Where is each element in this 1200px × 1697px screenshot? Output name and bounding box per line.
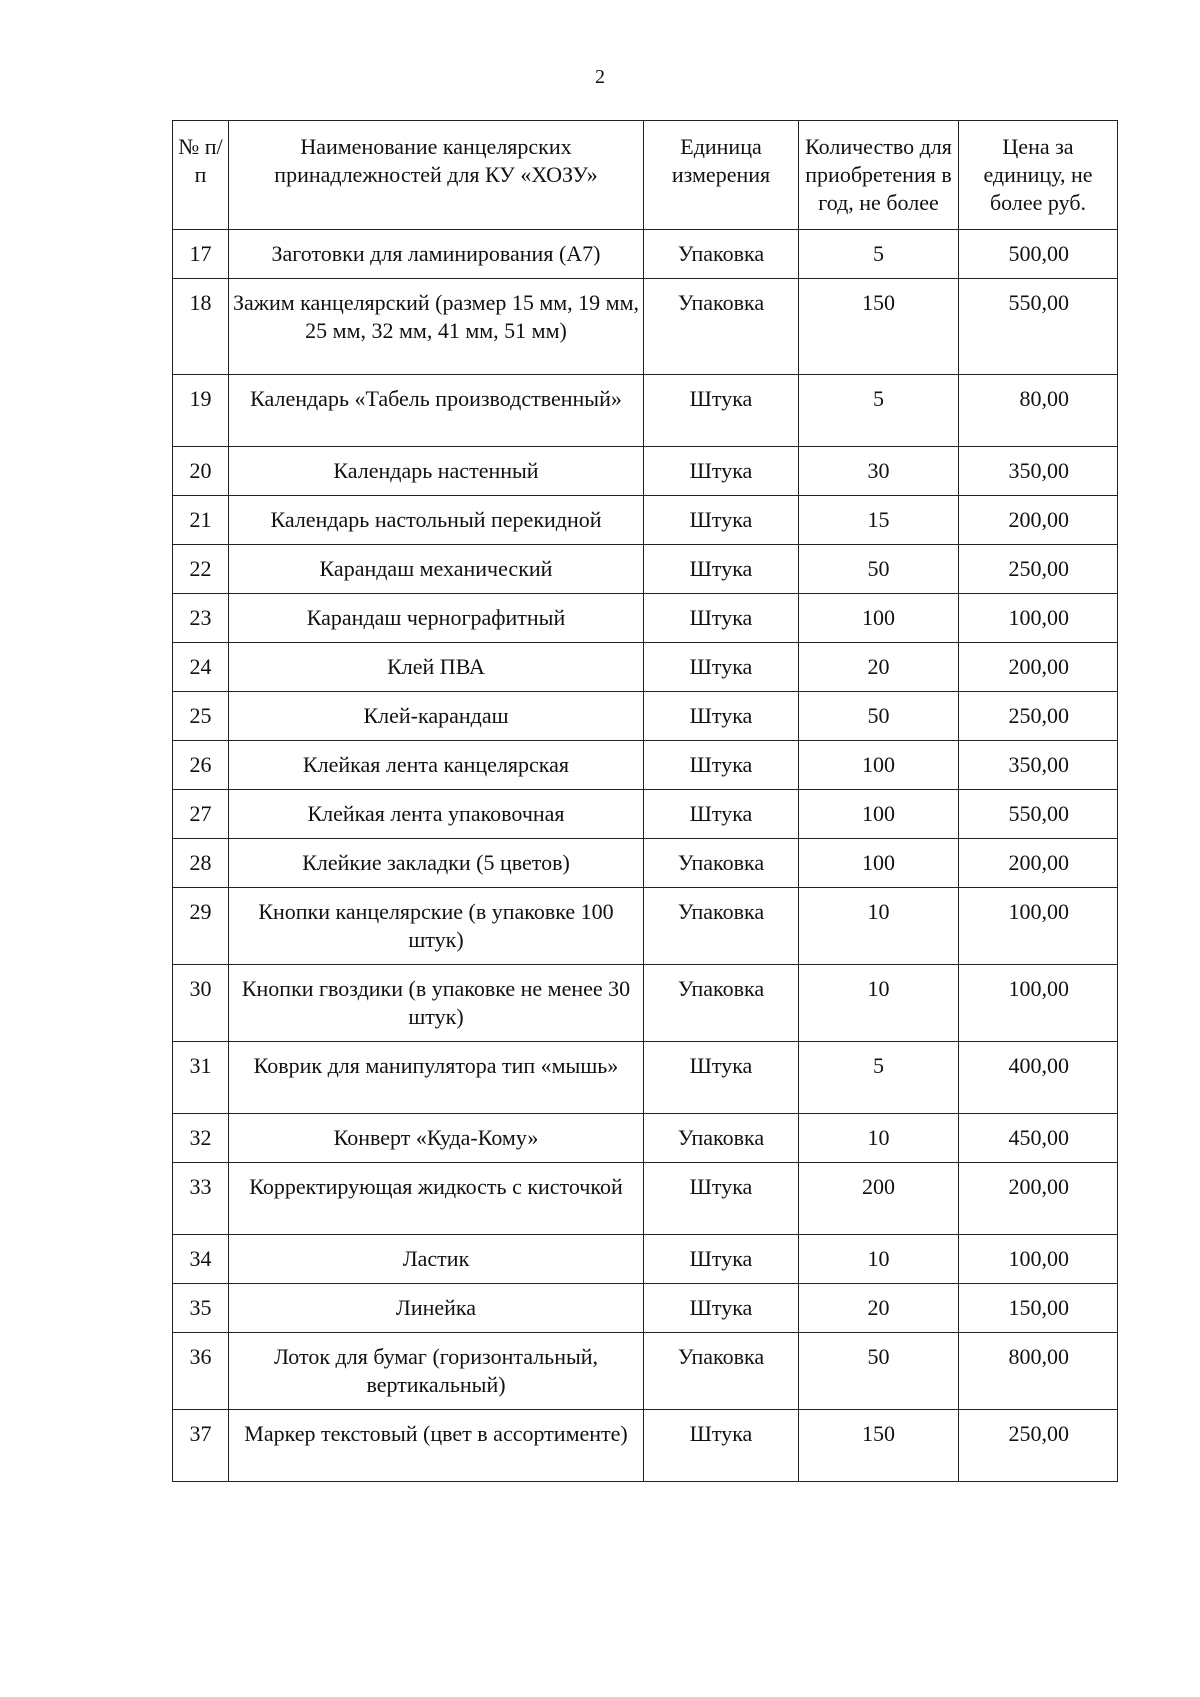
price-cell: 400,00 — [959, 1042, 1118, 1114]
item-name-cell: Клей-карандаш — [229, 692, 644, 741]
table-row — [173, 279, 1118, 375]
row-number-cell: 23 — [173, 594, 229, 643]
table-row — [173, 1042, 1118, 1114]
table-row — [173, 839, 1118, 888]
row-number-cell: 27 — [173, 790, 229, 839]
quantity-cell: 100 — [799, 594, 959, 643]
unit-cell: Упаковка — [644, 1114, 799, 1163]
quantity-cell: 100 — [799, 790, 959, 839]
unit-cell: Упаковка — [644, 1333, 799, 1410]
unit-cell: Штука — [644, 1284, 799, 1333]
supplies-table-container — [172, 120, 1117, 1482]
quantity-cell: 150 — [799, 279, 959, 375]
quantity-cell: 150 — [799, 1410, 959, 1482]
unit-cell: Штука — [644, 594, 799, 643]
quantity-cell: 30 — [799, 447, 959, 496]
unit-cell: Штука — [644, 1042, 799, 1114]
row-number-cell: 32 — [173, 1114, 229, 1163]
item-name-cell: Зажим канцелярский (размер 15 мм, 19 мм, 25 мм, 32 мм, 41 мм, 51 мм) — [229, 279, 644, 375]
row-number-cell: 21 — [173, 496, 229, 545]
quantity-cell: 100 — [799, 839, 959, 888]
header-row — [173, 121, 1118, 230]
price-cell: 100,00 — [959, 1235, 1118, 1284]
row-number-cell: 19 — [173, 375, 229, 447]
price-cell: 250,00 — [959, 545, 1118, 594]
quantity-cell: 200 — [799, 1163, 959, 1235]
quantity-cell: 20 — [799, 1284, 959, 1333]
table-row — [173, 790, 1118, 839]
quantity-cell: 10 — [799, 888, 959, 965]
unit-cell: Штука — [644, 1410, 799, 1482]
row-number-cell: 29 — [173, 888, 229, 965]
header-name: Наименование канцелярских принадлежностей для КУ «ХОЗУ» — [229, 121, 644, 230]
row-number-cell: 22 — [173, 545, 229, 594]
price-cell: 100,00 — [959, 594, 1118, 643]
price-cell: 350,00 — [959, 741, 1118, 790]
quantity-cell: 50 — [799, 545, 959, 594]
table-row — [173, 643, 1118, 692]
unit-cell: Штука — [644, 692, 799, 741]
quantity-cell: 10 — [799, 965, 959, 1042]
item-name-cell: Клей ПВА — [229, 643, 644, 692]
price-cell: 100,00 — [959, 888, 1118, 965]
item-name-cell: Клейкая лента канцелярская — [229, 741, 644, 790]
unit-cell: Штука — [644, 1163, 799, 1235]
header-unit: Единица измерения — [644, 121, 799, 230]
table-row — [173, 594, 1118, 643]
item-name-cell: Кнопки гвоздики (в упаковке не менее 30 штук) — [229, 965, 644, 1042]
unit-cell: Штука — [644, 790, 799, 839]
row-number-cell: 25 — [173, 692, 229, 741]
item-name-cell: Корректирующая жидкость с кисточкой — [229, 1163, 644, 1235]
table-row — [173, 965, 1118, 1042]
unit-cell: Упаковка — [644, 839, 799, 888]
item-name-cell: Маркер текстовый (цвет в ассортименте) — [229, 1410, 644, 1482]
header-price: Цена за единицу, не более руб. — [959, 121, 1118, 230]
table-row — [173, 741, 1118, 790]
row-number-cell: 34 — [173, 1235, 229, 1284]
price-cell: 500,00 — [959, 230, 1118, 279]
unit-cell: Упаковка — [644, 965, 799, 1042]
quantity-cell: 20 — [799, 643, 959, 692]
table-header — [173, 121, 1118, 230]
row-number-cell: 36 — [173, 1333, 229, 1410]
price-cell: 100,00 — [959, 965, 1118, 1042]
price-cell: 450,00 — [959, 1114, 1118, 1163]
item-name-cell: Кнопки канцелярские (в упаковке 100 штук) — [229, 888, 644, 965]
unit-cell: Штука — [644, 643, 799, 692]
price-cell: 200,00 — [959, 643, 1118, 692]
table-row — [173, 447, 1118, 496]
item-name-cell: Коврик для манипулятора тип «мышь» — [229, 1042, 644, 1114]
table-row — [173, 1284, 1118, 1333]
header-quantity: Количество для приобретения в год, не более — [799, 121, 959, 230]
price-cell: 200,00 — [959, 839, 1118, 888]
unit-cell: Штука — [644, 1235, 799, 1284]
table-row — [173, 1163, 1118, 1235]
quantity-cell: 10 — [799, 1114, 959, 1163]
row-number-cell: 26 — [173, 741, 229, 790]
item-name-cell: Конверт «Куда-Кому» — [229, 1114, 644, 1163]
unit-cell: Штука — [644, 496, 799, 545]
price-cell: 250,00 — [959, 692, 1118, 741]
quantity-cell: 5 — [799, 375, 959, 447]
item-name-cell: Заготовки для ламинирования (А7) — [229, 230, 644, 279]
price-cell: 250,00 — [959, 1410, 1118, 1482]
table-body — [173, 230, 1118, 1482]
item-name-cell: Ластик — [229, 1235, 644, 1284]
price-cell: 800,00 — [959, 1333, 1118, 1410]
row-number-cell: 20 — [173, 447, 229, 496]
row-number-cell: 33 — [173, 1163, 229, 1235]
quantity-cell: 5 — [799, 230, 959, 279]
unit-cell: Штука — [644, 447, 799, 496]
page-number: 2 — [595, 66, 605, 88]
quantity-cell: 50 — [799, 692, 959, 741]
price-cell: 200,00 — [959, 1163, 1118, 1235]
item-name-cell: Карандаш механический — [229, 545, 644, 594]
quantity-cell: 50 — [799, 1333, 959, 1410]
price-cell: 150,00 — [959, 1284, 1118, 1333]
table-row — [173, 692, 1118, 741]
unit-cell: Упаковка — [644, 888, 799, 965]
quantity-cell: 5 — [799, 1042, 959, 1114]
quantity-cell: 15 — [799, 496, 959, 545]
item-name-cell: Календарь настольный перекидной — [229, 496, 644, 545]
table-row — [173, 496, 1118, 545]
unit-cell: Штука — [644, 741, 799, 790]
unit-cell: Упаковка — [644, 279, 799, 375]
item-name-cell: Календарь настенный — [229, 447, 644, 496]
row-number-cell: 28 — [173, 839, 229, 888]
unit-cell: Упаковка — [644, 230, 799, 279]
table-row — [173, 230, 1118, 279]
row-number-cell: 17 — [173, 230, 229, 279]
supplies-table — [172, 120, 1118, 1482]
price-cell: 350,00 — [959, 447, 1118, 496]
price-cell: 200,00 — [959, 496, 1118, 545]
item-name-cell: Лоток для бумаг (горизонтальный, вертикальный) — [229, 1333, 644, 1410]
table-row — [173, 1114, 1118, 1163]
table-row — [173, 1410, 1118, 1482]
price-cell: 550,00 — [959, 279, 1118, 375]
item-name-cell: Карандаш чернографитный — [229, 594, 644, 643]
row-number-cell: 30 — [173, 965, 229, 1042]
table-row — [173, 545, 1118, 594]
table-row — [173, 1333, 1118, 1410]
item-name-cell: Клейкая лента упаковочная — [229, 790, 644, 839]
unit-cell: Штука — [644, 375, 799, 447]
unit-cell: Штука — [644, 545, 799, 594]
row-number-cell: 35 — [173, 1284, 229, 1333]
row-number-cell: 31 — [173, 1042, 229, 1114]
price-cell: 80,00 — [959, 375, 1118, 447]
quantity-cell: 100 — [799, 741, 959, 790]
item-name-cell: Календарь «Табель производственный» — [229, 375, 644, 447]
table-row — [173, 375, 1118, 447]
table-row — [173, 888, 1118, 965]
item-name-cell: Клейкие закладки (5 цветов) — [229, 839, 644, 888]
header-number: № п/п — [173, 121, 229, 230]
row-number-cell: 37 — [173, 1410, 229, 1482]
row-number-cell: 18 — [173, 279, 229, 375]
row-number-cell: 24 — [173, 643, 229, 692]
price-cell: 550,00 — [959, 790, 1118, 839]
quantity-cell: 10 — [799, 1235, 959, 1284]
table-row — [173, 1235, 1118, 1284]
item-name-cell: Линейка — [229, 1284, 644, 1333]
